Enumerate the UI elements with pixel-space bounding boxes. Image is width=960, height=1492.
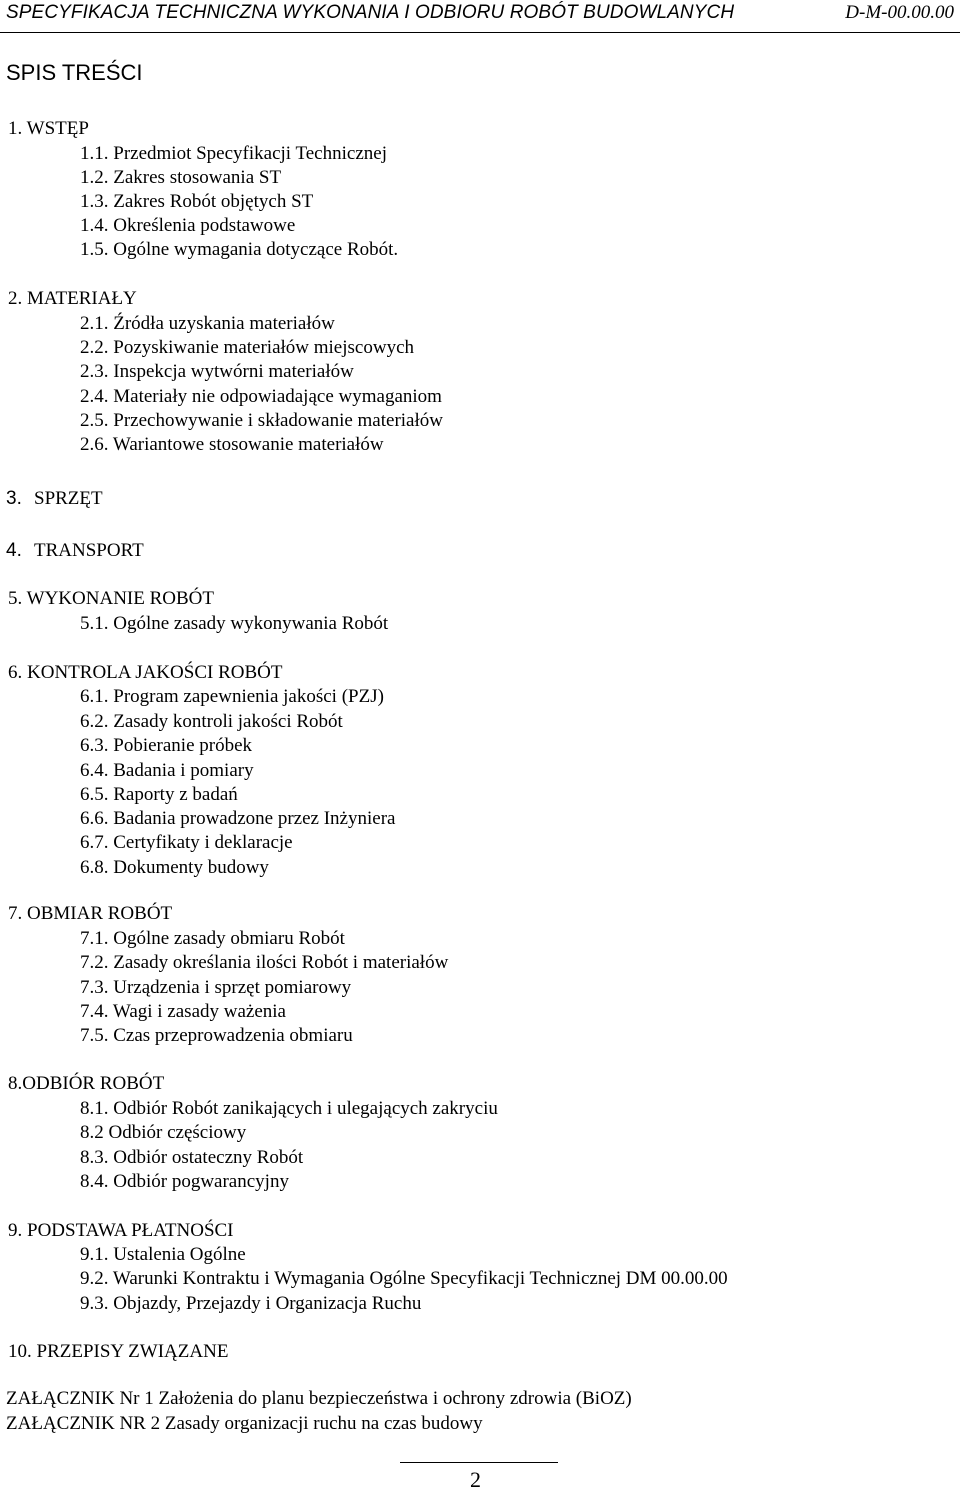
toc-item: 9.3. Objazdy, Przejazdy i Organizacja Ruchu bbox=[80, 1293, 422, 1314]
toc-section-4-number: 4. bbox=[6, 540, 22, 561]
document-code: D-M-00.00.00 bbox=[845, 2, 954, 23]
toc-item: 7.4. Wagi i zasady ważenia bbox=[80, 1001, 286, 1022]
toc-section-8: 8.ODBIÓR ROBÓT bbox=[8, 1073, 165, 1094]
document-title: SPECYFIKACJA TECHNICZNA WYKONANIA I ODBIORU ROBÓT BUDOWLANYCH bbox=[6, 2, 735, 23]
toc-item: 7.5. Czas przeprowadzenia obmiaru bbox=[80, 1025, 353, 1046]
toc-section-1: 1. WSTĘP bbox=[8, 118, 89, 139]
toc-item: 6.3. Pobieranie próbek bbox=[80, 735, 253, 756]
toc-item: 1.4. Określenia podstawowe bbox=[80, 215, 296, 236]
toc-item: 2.4. Materiały nie odpowiadające wymaganiom bbox=[80, 386, 442, 407]
toc-item: 2.5. Przechowywanie i składowanie materiałów bbox=[80, 410, 443, 431]
toc-item: 6.2. Zasady kontroli jakości Robót bbox=[80, 711, 343, 732]
toc-item: 2.6. Wariantowe stosowanie materiałów bbox=[80, 434, 384, 455]
toc-item: 1.3. Zakres Robót objętych ST bbox=[80, 191, 314, 212]
toc-section-4: TRANSPORT bbox=[34, 540, 144, 561]
page-header bbox=[0, 0, 960, 33]
toc-item: 1.5. Ogólne wymagania dotyczące Robót. bbox=[80, 239, 399, 260]
toc-item: 1.2. Zakres stosowania ST bbox=[80, 167, 282, 188]
toc-item: 6.5. Raporty z badań bbox=[80, 784, 238, 805]
toc-section-3-number: 3. bbox=[6, 488, 22, 509]
toc-item: 6.8. Dokumenty budowy bbox=[80, 857, 269, 878]
toc-section-3: SPRZĘT bbox=[34, 488, 103, 509]
toc-item: 2.2. Pozyskiwanie materiałów miejscowych bbox=[80, 337, 415, 358]
toc-heading: SPIS TREŚCI bbox=[6, 60, 143, 85]
toc-item: 8.4. Odbiór pogwarancyjny bbox=[80, 1171, 289, 1192]
toc-section-9: 9. PODSTAWA PŁATNOŚCI bbox=[8, 1220, 234, 1241]
toc-item: 6.6. Badania prowadzone przez Inżyniera bbox=[80, 808, 396, 829]
toc-item: 2.1. Źródła uzyskania materiałów bbox=[80, 313, 335, 334]
toc-appendix-1: ZAŁĄCZNIK Nr 1 Założenia do planu bezpieczeństwa i ochrony zdrowia (BiOZ) bbox=[6, 1388, 632, 1409]
toc-item: 5.1. Ogólne zasady wykonywania Robót bbox=[80, 613, 389, 634]
toc-item: 2.3. Inspekcja wytwórni materiałów bbox=[80, 361, 354, 382]
toc-appendix-2: ZAŁĄCZNIK NR 2 Zasady organizacji ruchu na czas budowy bbox=[6, 1413, 483, 1434]
toc-section-10: 10. PRZEPISY ZWIĄZANE bbox=[8, 1341, 229, 1362]
toc-item: 8.3. Odbiór ostateczny Robót bbox=[80, 1147, 304, 1168]
toc-item: 9.2. Warunki Kontraktu i Wymagania Ogólne Specyfikacji Technicznej DM 00.00.00 bbox=[80, 1268, 728, 1289]
toc-item: 1.1. Przedmiot Specyfikacji Technicznej bbox=[80, 143, 387, 164]
toc-item: 6.7. Certyfikaty i deklaracje bbox=[80, 832, 293, 853]
toc-section-6: 6. KONTROLA JAKOŚCI ROBÓT bbox=[8, 662, 283, 683]
footer-divider bbox=[400, 1462, 558, 1463]
toc-section-2: 2. MATERIAŁY bbox=[8, 288, 137, 309]
toc-item: 7.1. Ogólne zasady obmiaru Robót bbox=[80, 928, 345, 949]
toc-section-7: 7. OBMIAR ROBÓT bbox=[8, 903, 173, 924]
toc-item: 6.4. Badania i pomiary bbox=[80, 760, 254, 781]
toc-item: 6.1. Program zapewnienia jakości (PZJ) bbox=[80, 686, 384, 707]
toc-item: 7.2. Zasady określania ilości Robót i materiałów bbox=[80, 952, 449, 973]
toc-item: 8.2 Odbiór częściowy bbox=[80, 1122, 247, 1143]
toc-item: 9.1. Ustalenia Ogólne bbox=[80, 1244, 246, 1265]
toc-section-5: 5. WYKONANIE ROBÓT bbox=[8, 588, 214, 609]
page-number: 2 bbox=[470, 1467, 481, 1492]
toc-item: 7.3. Urządzenia i sprzęt pomiarowy bbox=[80, 977, 352, 998]
toc-item: 8.1. Odbiór Robót zanikających i ulegających zakryciu bbox=[80, 1098, 498, 1119]
